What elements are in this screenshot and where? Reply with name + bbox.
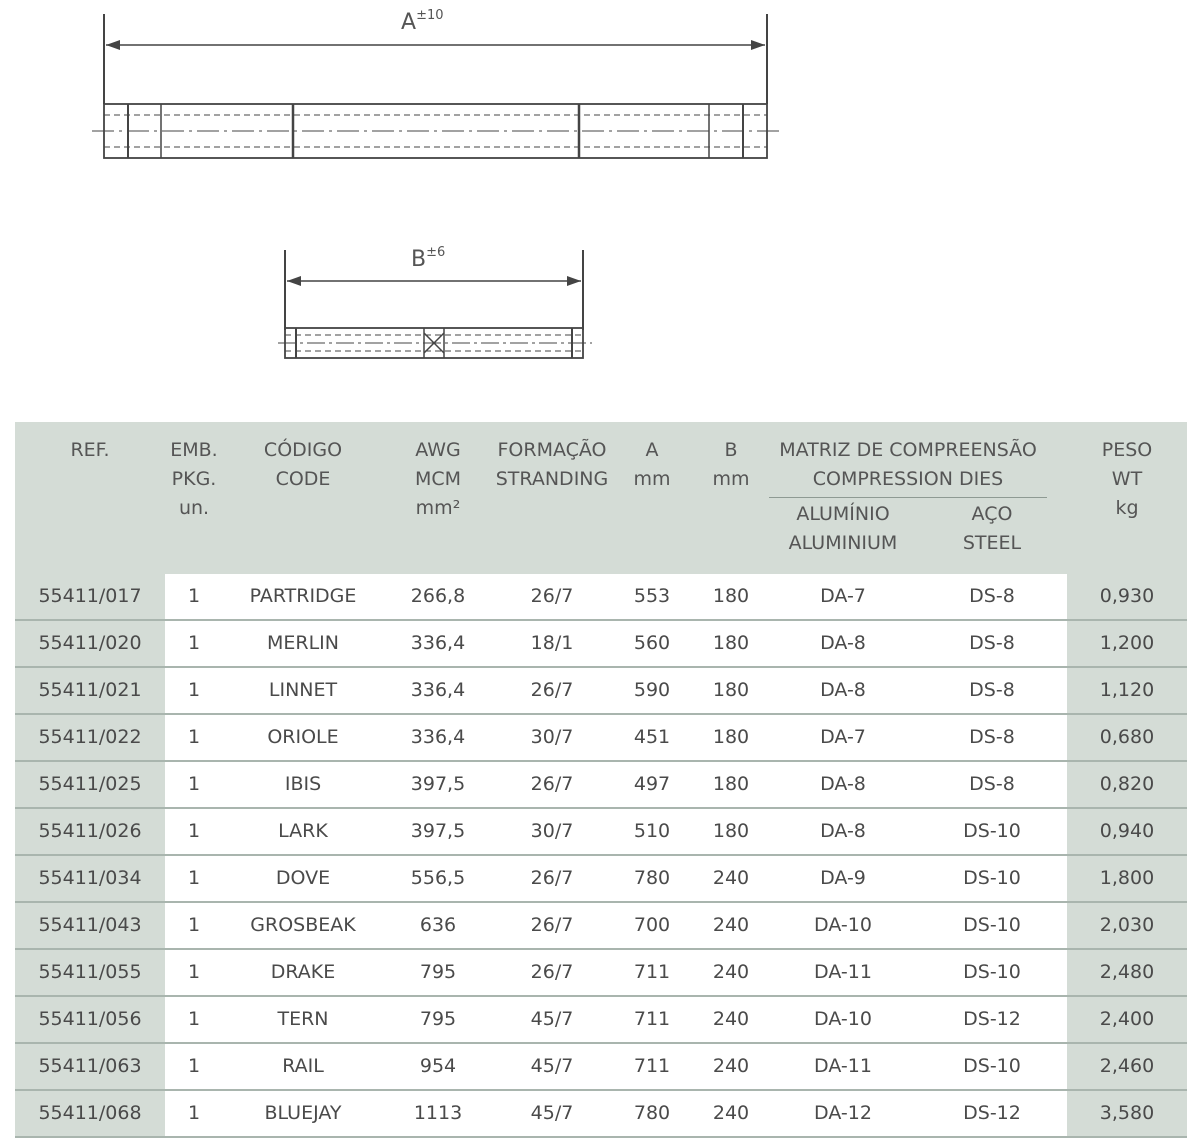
- cell-stranding: 45/7: [493, 996, 611, 1043]
- cell-awg: 336,4: [383, 714, 493, 761]
- cell-pkg: 1: [165, 996, 223, 1043]
- table-row: [15, 1043, 1187, 1090]
- cell-pkg: 1: [165, 620, 223, 667]
- cell-ref: 55411/017: [15, 574, 165, 620]
- cell-ref: 55411/026: [15, 808, 165, 855]
- cell-a: 510: [611, 808, 693, 855]
- cell-aluminium-die: DA-12: [769, 1090, 917, 1137]
- cell-ref: 55411/022: [15, 714, 165, 761]
- cell-awg: 266,8: [383, 574, 493, 620]
- cell-b: 240: [693, 1090, 769, 1137]
- cell-stranding: 26/7: [493, 574, 611, 620]
- cell-code: IBIS: [223, 761, 383, 808]
- cell-stranding: 26/7: [493, 902, 611, 949]
- cell-code: DRAKE: [223, 949, 383, 996]
- dimension-b-tolerance: ±6: [426, 245, 446, 260]
- cell-a: 590: [611, 667, 693, 714]
- cell-steel-die: DS-10: [917, 808, 1067, 855]
- cell-ref: 55411/021: [15, 667, 165, 714]
- cell-b: 180: [693, 620, 769, 667]
- cell-aluminium-die: DA-10: [769, 902, 917, 949]
- cell-stranding: 26/7: [493, 667, 611, 714]
- table-row: [15, 667, 1187, 714]
- cell-aluminium-die: DA-8: [769, 620, 917, 667]
- cell-stranding: 26/7: [493, 949, 611, 996]
- cell-steel-die: DS-10: [917, 949, 1067, 996]
- cell-awg: 397,5: [383, 761, 493, 808]
- cell-steel-die: DS-8: [917, 620, 1067, 667]
- cell-ref: 55411/034: [15, 855, 165, 902]
- technical-drawing: [0, 0, 1200, 400]
- cell-a: 711: [611, 996, 693, 1043]
- dimension-a-label: $A^{\pm 10}$: [401, 8, 444, 35]
- cell-awg: 397,5: [383, 808, 493, 855]
- cell-stranding: 18/1: [493, 620, 611, 667]
- cell-ref: 55411/068: [15, 1090, 165, 1137]
- cell-a: 497: [611, 761, 693, 808]
- cell-aluminium-die: DA-11: [769, 949, 917, 996]
- cell-pkg: 1: [165, 1043, 223, 1090]
- cell-weight: 0,680: [1067, 714, 1187, 761]
- header-steel: AÇO STEEL: [917, 498, 1067, 574]
- cell-steel-die: DS-12: [917, 996, 1067, 1043]
- cell-code: PARTRIDGE: [223, 574, 383, 620]
- cell-steel-die: DS-10: [917, 902, 1067, 949]
- cell-pkg: 1: [165, 714, 223, 761]
- table-row: [15, 949, 1187, 996]
- cell-code: LINNET: [223, 667, 383, 714]
- cell-pkg: 1: [165, 949, 223, 996]
- cell-b: 240: [693, 855, 769, 902]
- cell-aluminium-die: DA-10: [769, 996, 917, 1043]
- header-emb: EMB. PKG. un.: [165, 422, 223, 574]
- cell-weight: 2,400: [1067, 996, 1187, 1043]
- cell-a: 780: [611, 855, 693, 902]
- cell-ref: 55411/055: [15, 949, 165, 996]
- cell-b: 240: [693, 949, 769, 996]
- cell-awg: 1113: [383, 1090, 493, 1137]
- cell-aluminium-die: DA-7: [769, 714, 917, 761]
- cell-code: BLUEJAY: [223, 1090, 383, 1137]
- cell-pkg: 1: [165, 667, 223, 714]
- header-stranding: FORMAÇÃO STRANDING: [493, 422, 611, 574]
- cell-awg: 954: [383, 1043, 493, 1090]
- cell-b: 240: [693, 996, 769, 1043]
- cell-aluminium-die: DA-8: [769, 761, 917, 808]
- specification-table: [15, 422, 1187, 1138]
- cell-code: MERLIN: [223, 620, 383, 667]
- cell-weight: 0,930: [1067, 574, 1187, 620]
- sleeve-drawing: [0, 0, 1200, 400]
- cell-steel-die: DS-8: [917, 574, 1067, 620]
- cell-ref: 55411/020: [15, 620, 165, 667]
- cell-ref: 55411/043: [15, 902, 165, 949]
- cell-a: 553: [611, 574, 693, 620]
- table-row: [15, 902, 1187, 949]
- header-b: B mm: [693, 422, 769, 574]
- cell-pkg: 1: [165, 855, 223, 902]
- cell-pkg: 1: [165, 761, 223, 808]
- cell-code: ORIOLE: [223, 714, 383, 761]
- cell-aluminium-die: DA-9: [769, 855, 917, 902]
- cell-weight: 0,820: [1067, 761, 1187, 808]
- dimension-a-tolerance: ±10: [416, 8, 444, 23]
- cell-b: 180: [693, 808, 769, 855]
- cell-code: TERN: [223, 996, 383, 1043]
- cell-weight: 3,580: [1067, 1090, 1187, 1137]
- cell-b: 240: [693, 902, 769, 949]
- cell-ref: 55411/063: [15, 1043, 165, 1090]
- cell-weight: 1,120: [1067, 667, 1187, 714]
- cell-b: 180: [693, 574, 769, 620]
- cell-steel-die: DS-10: [917, 1043, 1067, 1090]
- cell-ref: 55411/056: [15, 996, 165, 1043]
- cell-steel-die: DS-8: [917, 714, 1067, 761]
- cell-a: 711: [611, 1043, 693, 1090]
- cell-awg: 336,4: [383, 667, 493, 714]
- cell-ref: 55411/025: [15, 761, 165, 808]
- header-weight: PESO WT kg: [1067, 422, 1187, 574]
- table-row: [15, 714, 1187, 761]
- cell-steel-die: DS-12: [917, 1090, 1067, 1137]
- cell-weight: 1,200: [1067, 620, 1187, 667]
- cell-code: GROSBEAK: [223, 902, 383, 949]
- table-body: [15, 574, 1187, 1137]
- cell-stranding: 30/7: [493, 808, 611, 855]
- cell-weight: 2,460: [1067, 1043, 1187, 1090]
- cell-pkg: 1: [165, 1090, 223, 1137]
- table-row: [15, 996, 1187, 1043]
- cell-weight: 2,030: [1067, 902, 1187, 949]
- cell-steel-die: DS-10: [917, 855, 1067, 902]
- header-ref: REF.: [15, 422, 165, 574]
- table-row: [15, 855, 1187, 902]
- table-row: [15, 574, 1187, 620]
- header-a: A mm: [611, 422, 693, 574]
- cell-b: 180: [693, 761, 769, 808]
- cell-weight: 0,940: [1067, 808, 1187, 855]
- cell-stranding: 45/7: [493, 1043, 611, 1090]
- cell-steel-die: DS-8: [917, 761, 1067, 808]
- header-aluminium: ALUMÍNIO ALUMINIUM: [769, 498, 917, 574]
- table-header: [15, 422, 1187, 574]
- cell-awg: 636: [383, 902, 493, 949]
- header-code: CÓDIGO CODE: [223, 422, 383, 574]
- cell-awg: 336,4: [383, 620, 493, 667]
- cell-pkg: 1: [165, 808, 223, 855]
- cell-code: LARK: [223, 808, 383, 855]
- cell-pkg: 1: [165, 902, 223, 949]
- cell-aluminium-die: DA-8: [769, 808, 917, 855]
- cell-weight: 2,480: [1067, 949, 1187, 996]
- cell-a: 780: [611, 1090, 693, 1137]
- cell-a: 700: [611, 902, 693, 949]
- cell-stranding: 26/7: [493, 761, 611, 808]
- cell-steel-die: DS-8: [917, 667, 1067, 714]
- cell-aluminium-die: DA-7: [769, 574, 917, 620]
- cell-code: DOVE: [223, 855, 383, 902]
- cell-a: 451: [611, 714, 693, 761]
- cell-b: 180: [693, 714, 769, 761]
- header-awg: AWG MCM mm²: [383, 422, 493, 574]
- cell-b: 240: [693, 1043, 769, 1090]
- cell-a: 711: [611, 949, 693, 996]
- cell-awg: 795: [383, 949, 493, 996]
- table-row: [15, 1090, 1187, 1137]
- cell-weight: 1,800: [1067, 855, 1187, 902]
- table-row: [15, 808, 1187, 855]
- dimension-b-label: $B^{\pm 6}$: [411, 245, 446, 272]
- cell-stranding: 45/7: [493, 1090, 611, 1137]
- cell-stranding: 26/7: [493, 855, 611, 902]
- cell-b: 180: [693, 667, 769, 714]
- header-compression-dies: MATRIZ DE COMPREENSÃO COMPRESSION DIES: [769, 422, 1067, 498]
- table-row: [15, 620, 1187, 667]
- cell-stranding: 30/7: [493, 714, 611, 761]
- cell-a: 560: [611, 620, 693, 667]
- cell-aluminium-die: DA-11: [769, 1043, 917, 1090]
- cell-pkg: 1: [165, 574, 223, 620]
- cell-aluminium-die: DA-8: [769, 667, 917, 714]
- cell-awg: 795: [383, 996, 493, 1043]
- table-row: [15, 761, 1187, 808]
- cell-awg: 556,5: [383, 855, 493, 902]
- cell-code: RAIL: [223, 1043, 383, 1090]
